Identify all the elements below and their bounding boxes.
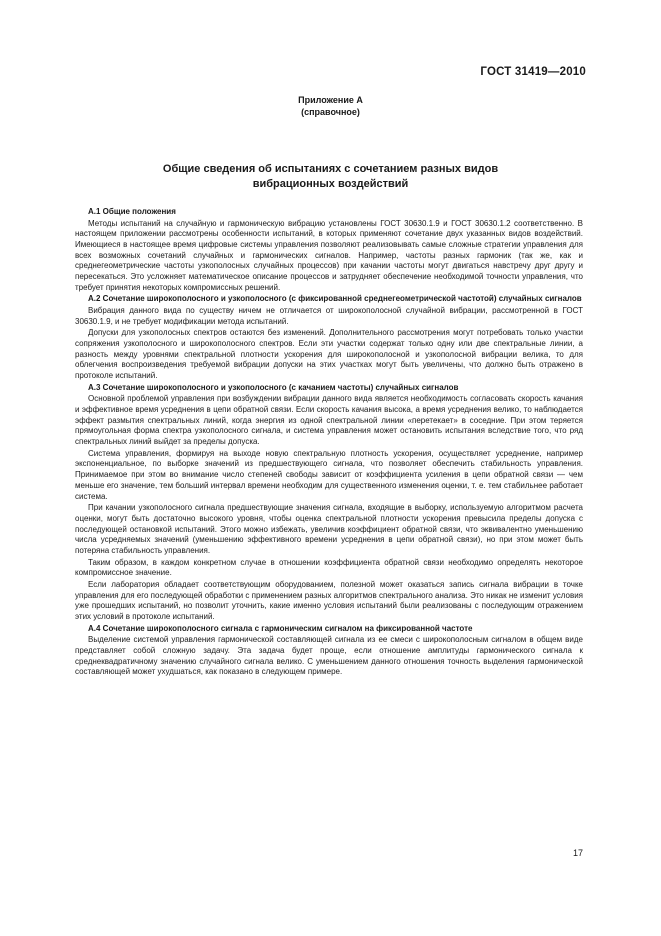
paragraph-a2-1: Вибрация данного вида по существу ничем не отличается от широкополосной случайной вибрации, рассмотренной в ГОСТ 30630.1.9, и не требует модификации метода испытаний. <box>75 306 583 326</box>
paragraph-a3-1: Основной проблемой управления при возбуждении вибрации данного вида является необходимость согласовать скорость качания и эффективное время усреднения в цепи обратной связи. Если скорость качания высока, а время усреднения велико, то наблюдается эффект размытия спектральных линий, когда энергия из одной спектральной линии «перетекает» в соседние. При этом теряется прямоугольная форма спектра узкополосного сигнала, и система управления может остановить испытания вследствие того, что ряд спектральных линий выйдет за пределы допуска. <box>75 394 583 447</box>
paragraph-a1-1: Методы испытаний на случайную и гармоническую вибрацию установлены ГОСТ 30630.1.9 и ГОСТ 30630.1.2 соответственно. В настоящем приложении рассмотрены особенности испытаний, в которых применяют сочетание двух указанных видов воздействий. Имеющиеся в настоящее время цифровые системы управления позволяют реализовывать самые сложные стратегии управления для всех возможных сочетаний случайных и гармонических сигналов. Например, частоты разных гармоник (так же, как и среднегеометрические частоты узкополосных случайных процессов) при качании частоты могут двигаться навстречу друг другу и пересекаться. Это усложняет математическое описание процессов и затрудняет обеспечение необходимой точности управления, что требует принятия некоторых компромиссных решений. <box>75 218 583 292</box>
document-body <box>75 207 583 678</box>
paragraph-a3-2: Система управления, формируя на выходе новую спектральную плотность ускорения, осуществляет усреднение, например экспоненциальное, по выборке значений из предшествующего сигнала, что позволяет обеспечить стабильность управления. Принимаемое при этом во внимание число степеней свободы зависит от коэффициента усиления в цепи обратной связи — чем меньше его значение, тем больший интервал времени необходим для существенного изменения оценки, т. е. тем стабильнее работает система. <box>75 448 583 501</box>
section-heading-a2: А.2 Сочетание широкополосного и узкополосного (с фиксированной среднегеометрической частотой) случайных сигналов <box>88 294 582 304</box>
appendix-title <box>0 162 661 192</box>
title-line-2: вибрационных воздействий <box>252 178 409 190</box>
title-line-1: Общие сведения об испытаниях с сочетанием разных видов <box>162 163 499 175</box>
standard-code: ГОСТ 31419—2010 <box>480 66 586 78</box>
section-heading-a3: А.3 Сочетание широкополосного и узкополосного (с качанием частоты) случайных сигналов <box>88 382 459 392</box>
section-heading-a4: А.4 Сочетание широкополосного сигнала с гармоническим сигналом на фиксированной частоте <box>88 623 473 633</box>
page-number: 17 <box>572 848 583 858</box>
appendix-type: (справочное) <box>301 107 360 117</box>
section-heading-a1: А.1 Общие положения <box>88 207 176 216</box>
paragraph-a3-4: Таким образом, в каждом конкретном случае в отношении коэффициента обратной связи необходимо определять некоторое компромиссное значение. <box>75 557 583 578</box>
paragraph-a3-3: При качании узкополосного сигнала предшествующие значения сигнала, входящие в выборку, используемую алгоритмом расчета оценки, могут быть достаточно высокого уровня, чтобы оценка спектральной плотности ускорения превысила пределы допуска с последующей остановкой испытаний. Этого можно избежать, увеличив коэффициент обратной связи, что эквивалентно уменьшению числа усредняемых значений (уменьшению эффективного времени усреднения в цепи обратной связи), но при этом может быть потеряна стабильность управления. <box>75 503 583 555</box>
appendix-label: Приложение А <box>298 95 363 105</box>
appendix-block <box>0 94 661 118</box>
paragraph-a4-1: Выделение системой управления гармонической составляющей сигнала из ее смеси с широкополосным сигналом в общем виде представляет собой сложную задачу. Эта задача будет проще, если отношение амплитуды гармонического сигнала к среднеквадратичному значению случайного сигнала велико. С уменьшением данного отношения точность выделения гармонической составляющей может ухудшаться, как показано в следующем примере. <box>75 635 583 677</box>
paragraph-a2-2: Допуски для узкополосных спектров остаются без изменений. Дополнительного рассмотрения могут потребовать только участки сопряжения узкополосного и широкополосного спектров. Если эти участки содержат только одну или две спектральные линии, а разность между уровнями спектральной плотности ускорения для широкополосной и узкополосной вибрации велика, то для облегчения воспроизведения требуемой вибрации допуски на этих участках могут быть увеличены, что должно быть отражено в протоколе испытаний. <box>75 328 583 381</box>
paragraph-a3-5: Если лаборатория обладает соответствующим оборудованием, полезной может оказаться запись сигнала вибрации в точке управления для его последующей обработки с применением разных алгоритмов спектрального анализа. Это никак не изменит условия уже прошедших испытаний, но позволит уточнить, какие именно условия испытаний были реализованы с последующим отражением этих условий в протоколе испытаний. <box>75 579 583 621</box>
